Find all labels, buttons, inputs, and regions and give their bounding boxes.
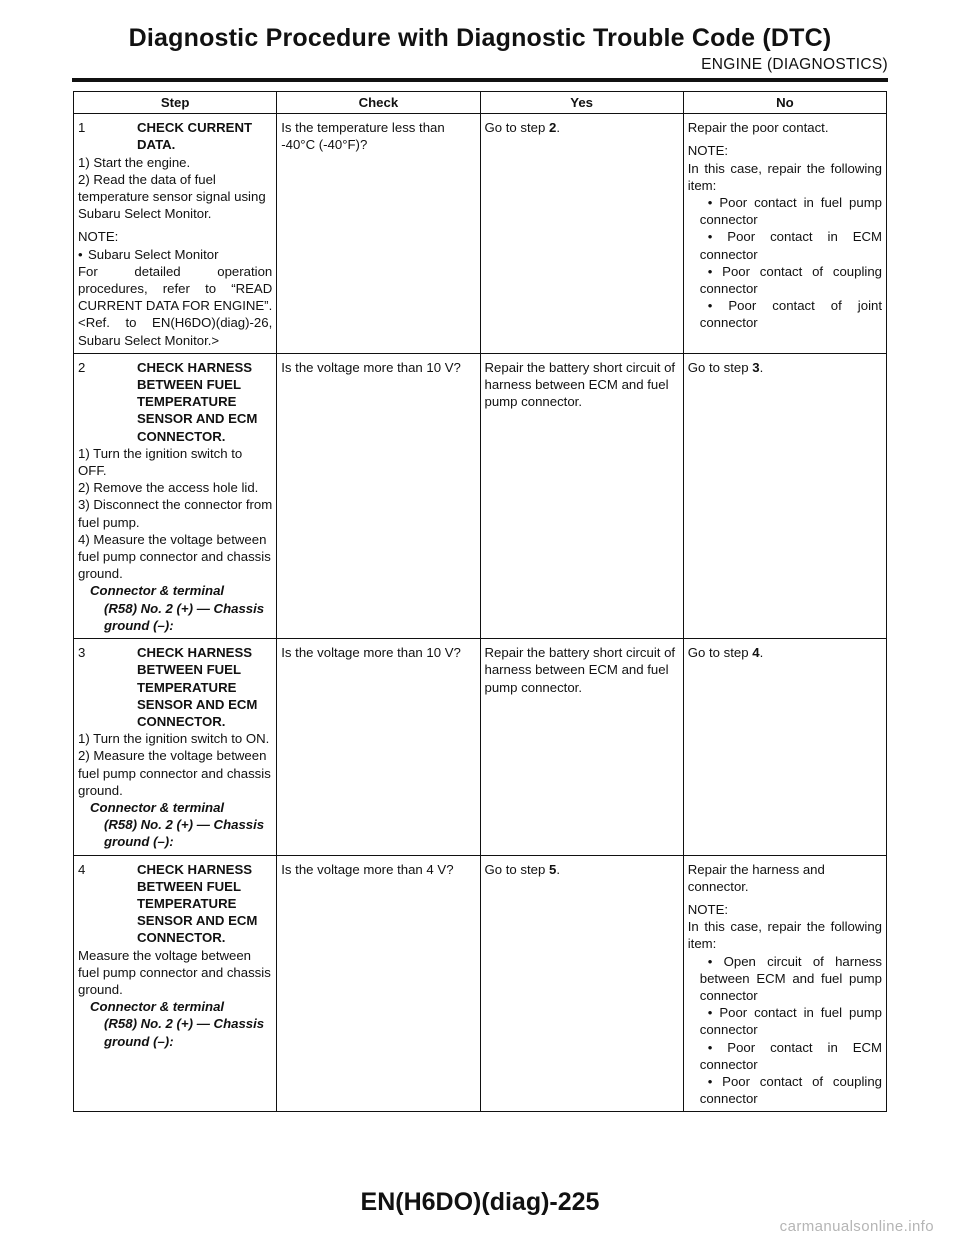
step-cell: [74, 353, 277, 638]
table-row: [74, 353, 887, 638]
yes-action: Repair the battery short circuit of harness between ECM and fuel pump connector.: [484, 359, 676, 410]
connector-label: Connector & terminal: [90, 799, 225, 815]
no-action: Go to step 3.: [687, 359, 764, 375]
connector-label: Connector & terminal: [90, 999, 225, 1015]
step-instruction: 1) Start the engine.: [78, 154, 191, 170]
yes-action: Go to step 5.: [484, 861, 561, 877]
step-number: 4: [78, 861, 86, 877]
page-number: EN(H6DO)(diag)-225: [360, 1188, 600, 1216]
table-row: [74, 114, 887, 354]
no-list-item: • Poor contact of coupling connector: [699, 263, 882, 297]
check-question: Is the voltage more than 10 V?: [281, 359, 461, 375]
no-action: Go to step 4.: [687, 645, 764, 661]
note-text: For detailed operation procedures, refer to “READ CURRENT DATA FOR ENGINE”. <Ref. to EN(H6DO)(diag)-26, Subaru Select Monitor.>: [78, 263, 273, 348]
check-cell: [277, 855, 480, 1112]
connector-detail: (R58) No. 2 (+) — Chassis ground (–):: [104, 1016, 265, 1049]
page-title: Diagnostic Procedure with Diagnostic Trouble Code (DTC): [128, 24, 832, 52]
check-question: Is the temperature less than -40°C (-40°F)?: [281, 120, 445, 153]
no-list-item: • Poor contact in ECM connector: [699, 229, 883, 262]
step-cell: [74, 855, 277, 1112]
header-step: Step: [74, 92, 277, 114]
note-bullet: • Subaru Select Monitor: [78, 246, 219, 262]
no-cell: [683, 353, 886, 638]
no-list-item: • Poor contact of coupling connector: [699, 1073, 882, 1107]
header-check: Check: [277, 92, 480, 114]
no-note-label: NOTE:: [687, 901, 729, 917]
step-title: CHECK HARNESS BETWEEN FUEL TEMPERATURE SENSOR AND ECM CONNECTOR.: [137, 359, 258, 444]
check-cell: [277, 639, 480, 855]
check-question: Is the voltage more than 10 V?: [281, 645, 461, 661]
yes-cell: [480, 639, 683, 855]
step-instruction: 2) Read the data of fuel temperature sensor signal using Subaru Select Monitor.: [78, 171, 266, 222]
step-instruction: 2) Remove the access hole lid.: [78, 480, 259, 496]
step-instruction: 1) Turn the ignition switch to OFF.: [78, 445, 243, 479]
check-question: Is the voltage more than 4 V?: [281, 861, 454, 877]
no-list-item: • Poor contact in ECM connector: [699, 1039, 883, 1072]
yes-cell: [480, 114, 683, 354]
no-action: Repair the poor contact.: [687, 120, 829, 136]
header-yes: Yes: [480, 92, 683, 114]
no-note-intro: In this case, repair the following item:: [687, 160, 882, 193]
yes-action: Go to step 2.: [484, 120, 561, 136]
header-divider: [72, 78, 888, 82]
yes-cell: [480, 855, 683, 1112]
table-row: [74, 855, 887, 1112]
section-title: ENGINE (DIAGNOSTICS): [701, 56, 888, 73]
connector-label: Connector & terminal: [90, 583, 225, 599]
no-cell: [683, 114, 886, 354]
step-instruction: 4) Measure the voltage between fuel pump connector and chassis ground.: [78, 531, 271, 582]
step-title: CHECK HARNESS BETWEEN FUEL TEMPERATURE SENSOR AND ECM CONNECTOR.: [137, 645, 258, 729]
watermark: carmanualsonline.info: [779, 1218, 934, 1235]
yes-action: Repair the battery short circuit of harness between ECM and fuel pump connector.: [484, 645, 676, 695]
no-cell: [683, 855, 886, 1112]
no-list-item: • Open circuit of harness between ECM and fuel pump connector: [699, 953, 882, 1003]
step-number: 3: [78, 645, 86, 661]
step-number: 1: [78, 120, 86, 136]
no-note-label: NOTE:: [687, 143, 729, 159]
connector-detail: (R58) No. 2 (+) — Chassis ground (–):: [104, 817, 265, 850]
no-cell: [683, 639, 886, 855]
connector-detail: (R58) No. 2 (+) — Chassis ground (–):: [104, 600, 265, 633]
diagnostic-table: [73, 91, 887, 1112]
step-instruction: Measure the voltage between fuel pump connector and chassis ground.: [78, 947, 271, 997]
no-list-item: • Poor contact in fuel pump connector: [699, 1005, 883, 1038]
table-header-row: [74, 92, 887, 114]
step-instruction: 3) Disconnect the connector from fuel pump.: [78, 497, 273, 530]
step-instruction: 1) Turn the ignition switch to ON.: [78, 731, 270, 747]
no-list-item: • Poor contact of joint connector: [699, 298, 883, 331]
table-row: [74, 639, 887, 855]
step-instruction: 2) Measure the voltage between fuel pump connector and chassis ground.: [78, 748, 271, 798]
check-cell: [277, 353, 480, 638]
step-title: CHECK HARNESS BETWEEN FUEL TEMPERATURE SENSOR AND ECM CONNECTOR.: [137, 861, 258, 946]
no-note-intro: In this case, repair the following item:: [687, 919, 882, 952]
step-cell: [74, 114, 277, 354]
step-number: 2: [78, 359, 86, 375]
no-action: Repair the harness and connector.: [687, 861, 825, 894]
step-cell: [74, 639, 277, 855]
note-label: NOTE:: [78, 229, 119, 245]
check-cell: [277, 114, 480, 354]
header-no: No: [683, 92, 886, 114]
step-title: CHECK CURRENT DATA.: [137, 120, 253, 153]
yes-cell: [480, 353, 683, 638]
no-list-item: • Poor contact in fuel pump connector: [699, 195, 883, 228]
